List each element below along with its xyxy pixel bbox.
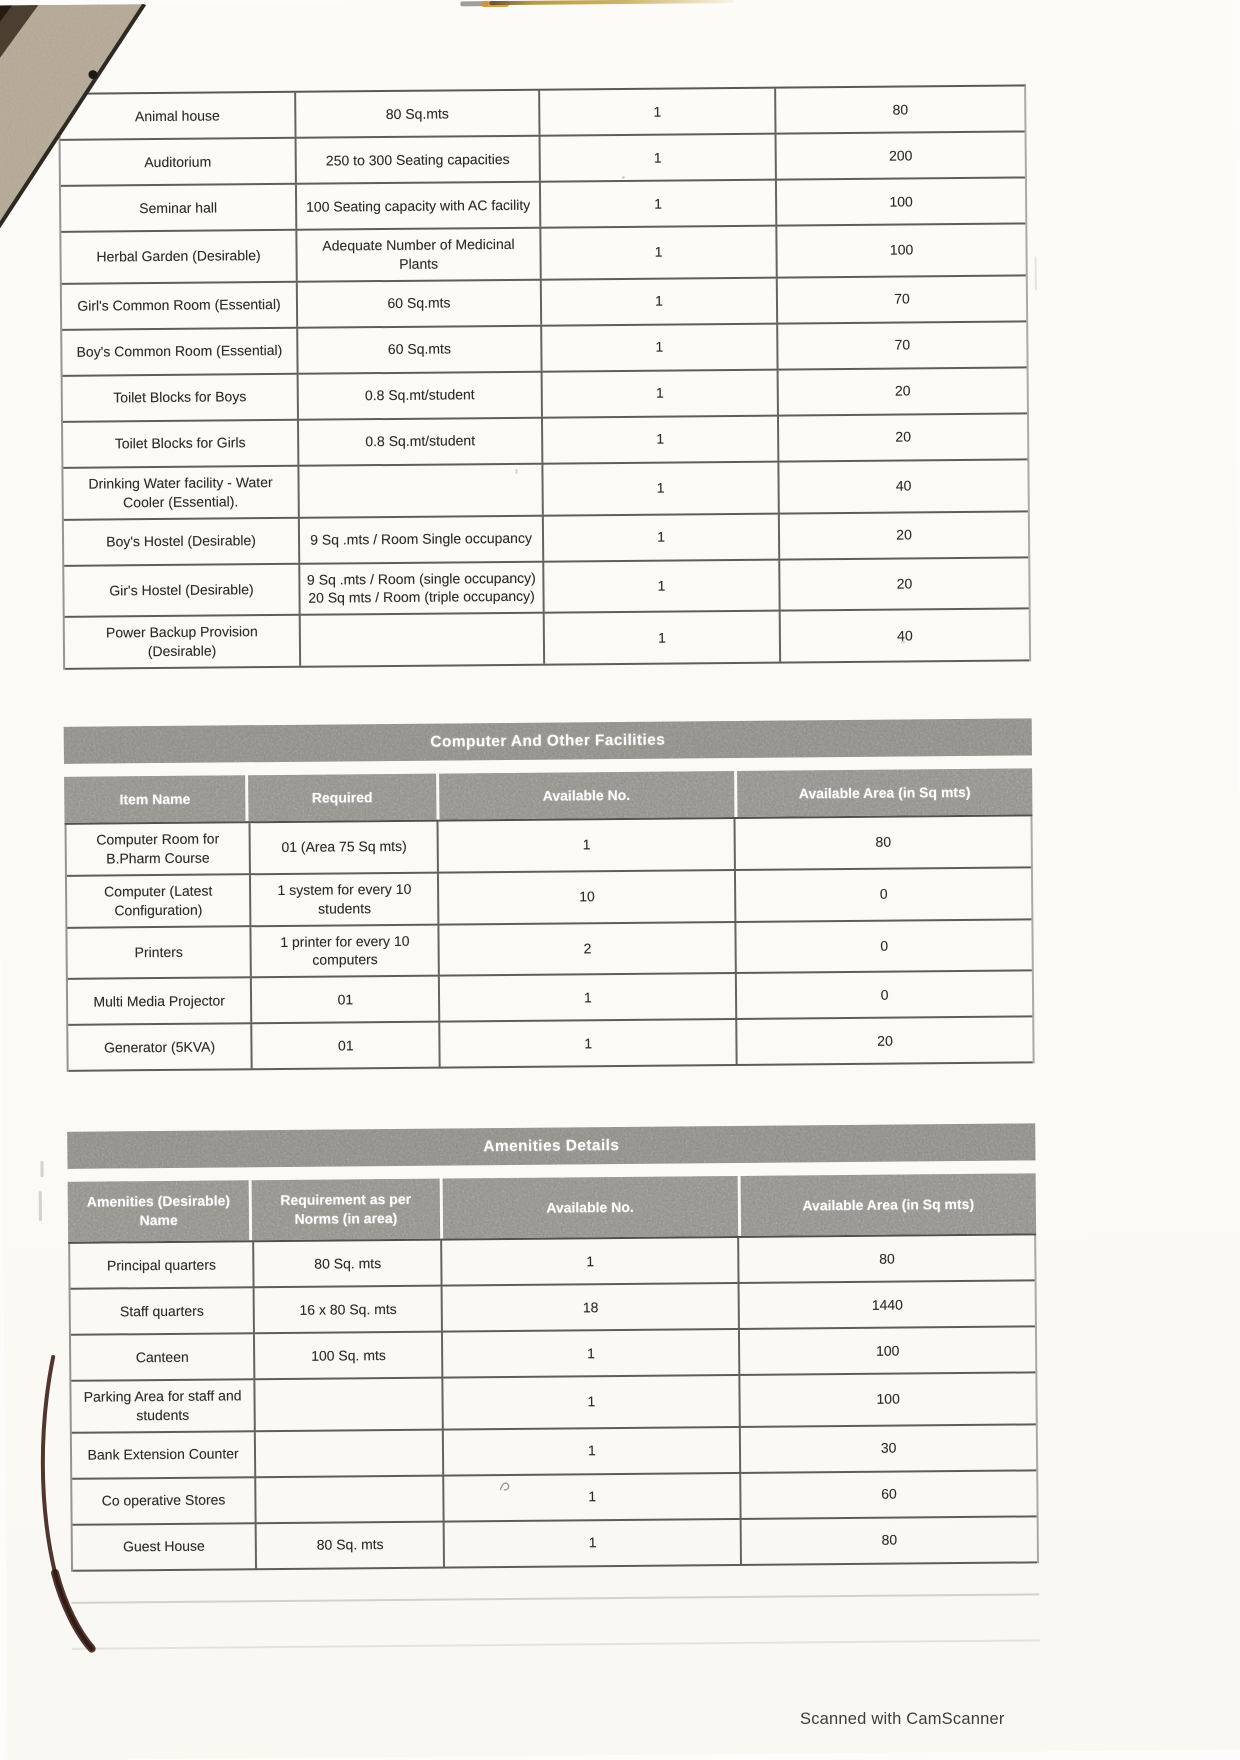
scan-pen-mark <box>497 1479 515 1495</box>
table-cell: Multi Media Projector <box>93 992 225 1010</box>
table-cell: 0.8 Sq.mt/student <box>297 418 541 464</box>
table-cell: 1 <box>441 1330 738 1377</box>
table-cell: 1 printer for every 10 computers <box>250 925 439 976</box>
table-cell: 2 <box>438 923 735 975</box>
table-cell: 40 <box>777 460 1027 512</box>
table-cell: 1 <box>442 1428 739 1475</box>
table-cell: 100 <box>775 178 1025 224</box>
table-cell <box>297 464 541 516</box>
table-cell: 0 <box>734 868 1031 920</box>
table-cell: 1 <box>540 278 776 324</box>
table-cell: 1 <box>541 462 777 514</box>
table-row <box>63 414 1027 468</box>
table-row <box>71 1281 1035 1335</box>
scan-gold-streak <box>489 0 734 5</box>
table-cell: Guest House <box>123 1537 205 1555</box>
table-cell: Bank Extension Counter <box>87 1445 239 1463</box>
table-cell: 20 <box>777 368 1027 414</box>
scan-corner-artifact <box>0 4 164 245</box>
table-cell: Auditorium <box>144 153 212 170</box>
table-cell: 18 <box>441 1284 738 1331</box>
table-cell: 1 <box>538 89 774 135</box>
amenities-table <box>68 1173 1039 1571</box>
table-row <box>72 1425 1036 1479</box>
table-cell: 70 <box>776 276 1026 322</box>
table-cell: 1 <box>542 514 778 560</box>
table-cell <box>254 1430 443 1476</box>
table-row <box>61 178 1025 232</box>
table-cell: Parking Area for staff and students <box>83 1387 242 1424</box>
table-cell: 80 <box>737 1235 1034 1282</box>
table-cell: 30 <box>739 1425 1036 1472</box>
table-cell: 1 <box>539 181 775 227</box>
table-cell: Toilet Blocks for Girls <box>114 434 246 452</box>
table-cell: 250 to 300 Seating capacities <box>295 137 539 183</box>
table-cell: 20 <box>735 1018 1032 1065</box>
camscanner-watermark: Scanned with CamScanner <box>800 1710 1005 1728</box>
table-cell <box>254 1379 443 1430</box>
table-cell: 1 <box>540 324 776 370</box>
table-cell: 60 Sq.mts <box>296 280 540 326</box>
table-row <box>71 1327 1035 1381</box>
table-cell: 1 <box>438 974 735 1021</box>
table-cell: Power Backup Provision (Desirable) <box>105 623 258 660</box>
table-cell: 1 <box>542 560 778 612</box>
table-cell: 20 <box>778 512 1028 558</box>
table-row <box>60 86 1024 140</box>
section-title-banner-amenities <box>67 1123 1035 1168</box>
table-row <box>67 920 1031 980</box>
table-cell: 100 <box>775 224 1025 276</box>
table-cell: 1 <box>543 612 779 664</box>
computer-table-header <box>64 768 1032 824</box>
table-cell: 01 <box>251 1023 440 1069</box>
table-cell: 1 <box>541 370 777 416</box>
table-row <box>63 368 1027 422</box>
table-cell: Seminar hall <box>139 199 218 216</box>
table-cell <box>299 614 543 666</box>
table-cell: Staff quarters <box>119 1302 204 1319</box>
column-header-available-no: Available No. <box>442 1176 738 1239</box>
table-cell: Gir's Hostel (Desirable) <box>109 581 254 599</box>
table-cell: 80 Sq. mts <box>252 1241 441 1287</box>
table-cell: 01 <box>250 977 439 1023</box>
table-cell: 60 Sq.mts <box>296 326 540 372</box>
table-cell: 60 <box>739 1471 1036 1518</box>
table-cell: 9 Sq .mts / Room Single occupancy <box>298 516 542 562</box>
table-row <box>61 132 1025 186</box>
table-row <box>68 972 1032 1026</box>
table-cell: 100 <box>738 1327 1035 1374</box>
table-cell: 01 (Area 75 Sq mts) <box>249 822 438 873</box>
table-cell: Principal quarters <box>106 1256 217 1274</box>
table-cell: 80 Sq. mts <box>255 1522 444 1568</box>
table-row <box>67 816 1031 876</box>
column-header-item-name: Item Name <box>64 775 246 823</box>
scan-speck <box>40 1161 43 1177</box>
table-cell: Boy's Common Room (Essential) <box>76 342 283 361</box>
table-cell: Printers <box>134 943 183 961</box>
table-cell: 80 <box>774 86 1024 132</box>
table-cell: Drinking Water facility - Water Cooler (Essential). <box>88 473 273 510</box>
scan-speck <box>515 469 517 474</box>
table-cell: 0 <box>735 972 1032 1019</box>
table-cell: 1 <box>539 227 775 279</box>
table-cell: Computer Room for B.Pharm Course <box>96 830 220 867</box>
table-cell: Co operative Stores <box>101 1491 226 1509</box>
table-cell: 0.8 Sq.mt/student <box>297 372 541 418</box>
table-cell: 20 <box>778 558 1028 610</box>
scan-faint-line <box>72 1639 1040 1649</box>
table-row <box>62 322 1026 376</box>
table-cell: 80 <box>734 816 1031 868</box>
table-cell: 1 <box>442 1376 739 1428</box>
scan-streak-artifact <box>29 1342 122 1663</box>
table-cell: 10 <box>437 871 734 923</box>
computer-facilities-table <box>64 768 1035 1072</box>
section-title: Amenities Details <box>483 1137 620 1156</box>
table-cell: Canteen <box>135 1348 189 1365</box>
table-cell: 16 x 80 Sq. mts <box>253 1287 442 1333</box>
table-cell: 1 <box>439 1020 736 1067</box>
column-header-available-no: Available No. <box>439 771 735 820</box>
table-row <box>61 224 1025 284</box>
table-cell: 9 Sq .mts / Room (single occupancy) 20 Sq mts / Room (triple occupancy) <box>298 562 542 614</box>
table-row <box>64 558 1028 618</box>
table-cell: 0 <box>735 920 1032 972</box>
table-cell: 1 <box>539 135 775 181</box>
table-cell: Toilet Blocks for Boys <box>113 388 247 406</box>
scan-speck <box>622 176 625 179</box>
table-cell: 1 <box>437 819 734 871</box>
table-row <box>70 1235 1034 1289</box>
table-row <box>73 1517 1037 1571</box>
column-header-amenities-name: Amenities (Desirable) Name <box>68 1180 250 1242</box>
table-row <box>72 1471 1036 1525</box>
table-cell: 40 <box>779 610 1029 662</box>
scan-speck <box>1035 256 1037 290</box>
table-cell: 1440 <box>738 1281 1035 1328</box>
table-cell: 80 Sq.mts <box>294 91 538 137</box>
section-title-banner-computer <box>64 718 1032 763</box>
infrastructure-table <box>58 84 1031 670</box>
table-cell: 100 Seating capacity with AC facility <box>295 183 539 229</box>
table-cell: Animal house <box>134 107 220 124</box>
table-cell: 1 <box>541 416 777 462</box>
column-header-required: Required <box>248 774 436 822</box>
table-row <box>68 1018 1032 1072</box>
table-row <box>67 868 1031 928</box>
table-cell: Adequate Number of Medicinal Plants <box>295 229 539 281</box>
table-cell: 1 <box>443 1474 740 1521</box>
table-cell: 100 Sq. mts <box>253 1333 442 1379</box>
table-row <box>62 276 1026 330</box>
table-row <box>64 512 1028 566</box>
table-cell: 200 <box>775 132 1025 178</box>
table-cell: Boy's Hostel (Desirable) <box>106 532 256 550</box>
table-cell: 20 <box>777 414 1027 460</box>
table-cell: 80 <box>740 1517 1037 1564</box>
section-title: Computer And Other Facilities <box>430 731 666 751</box>
scan-speck <box>901 641 905 644</box>
table-cell: 1 system for every 10 students <box>249 873 438 924</box>
table-cell: Computer (Latest Configuration) <box>104 882 213 919</box>
scan-faint-line <box>71 1593 1039 1603</box>
table-cell: Girl's Common Room (Essential) <box>77 296 281 315</box>
column-header-available-area: Available Area (in Sq mts) <box>740 1173 1036 1236</box>
table-row <box>71 1373 1035 1433</box>
column-header-available-area: Available Area (in Sq mts) <box>737 768 1033 817</box>
scan-speck <box>39 1191 42 1221</box>
table-cell: Herbal Garden (Desirable) <box>96 247 261 265</box>
table-cell: 100 <box>739 1373 1036 1425</box>
table-row <box>65 610 1029 670</box>
amenities-table-header <box>68 1173 1037 1243</box>
column-header-requirement: Requirement as per Norms (in area) <box>252 1179 440 1241</box>
table-row <box>63 460 1027 520</box>
table-cell: 1 <box>441 1238 738 1285</box>
table-cell: Generator (5KVA) <box>104 1038 216 1056</box>
table-cell: 70 <box>776 322 1026 368</box>
table-cell <box>254 1476 443 1522</box>
table-cell: 1 <box>443 1520 740 1567</box>
